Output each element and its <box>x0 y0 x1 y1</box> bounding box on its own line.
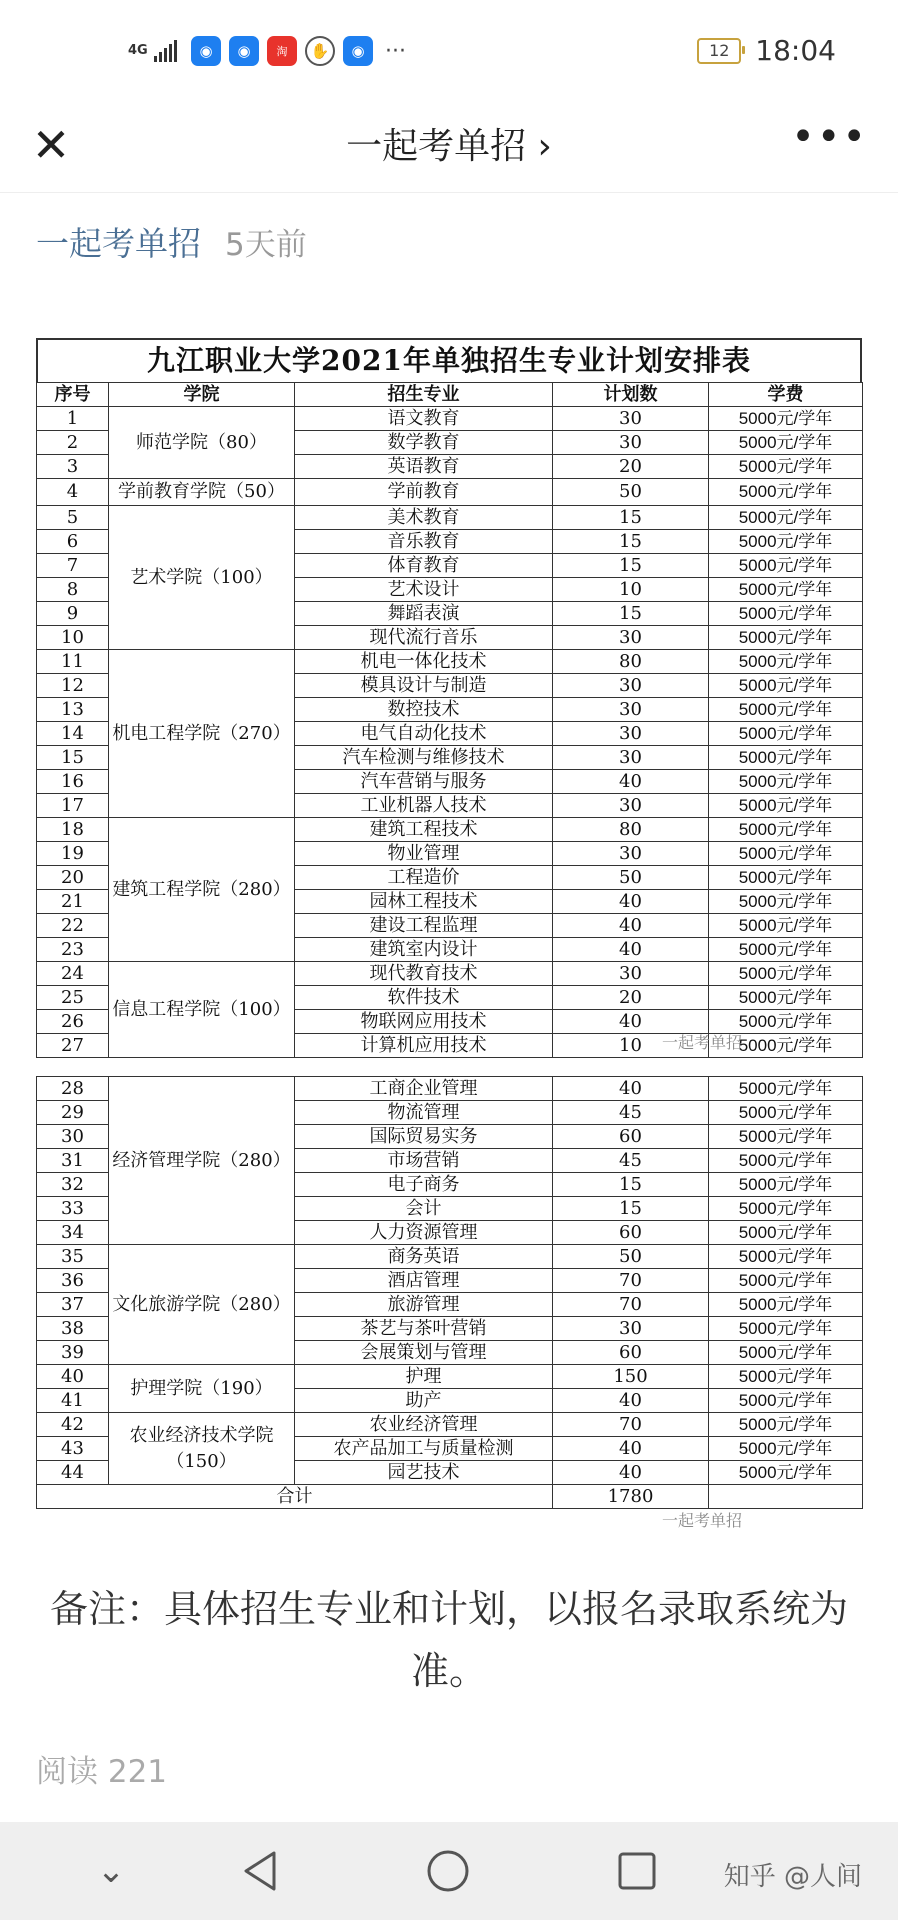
fee-cell: 5000元/学年 <box>709 1245 863 1269</box>
major-cell: 护理 <box>295 1365 553 1389</box>
major-cell: 会展策划与管理 <box>295 1341 553 1365</box>
quota-cell: 40 <box>553 1461 709 1485</box>
table-header: 学院 <box>109 383 295 407</box>
row-number: 22 <box>37 914 109 938</box>
major-cell: 酒店管理 <box>295 1269 553 1293</box>
quota-cell: 45 <box>553 1149 709 1173</box>
article-image[interactable] <box>36 338 862 1509</box>
quota-cell: 15 <box>553 530 709 554</box>
fee-cell: 5000元/学年 <box>709 431 863 455</box>
status-left <box>128 34 406 68</box>
major-cell: 建筑室内设计 <box>295 938 553 962</box>
major-cell: 助产 <box>295 1389 553 1413</box>
quota-cell: 40 <box>553 1389 709 1413</box>
home-button[interactable] <box>423 1846 473 1896</box>
wifi-app-icon: ◉ <box>229 36 259 66</box>
fee-cell: 5000元/学年 <box>709 1221 863 1245</box>
quota-cell: 15 <box>553 554 709 578</box>
fee-cell: 5000元/学年 <box>709 1173 863 1197</box>
row-number: 29 <box>37 1101 109 1125</box>
fee-cell: 5000元/学年 <box>709 1034 863 1058</box>
quota-cell: 40 <box>553 914 709 938</box>
home-circle-icon <box>425 1848 471 1894</box>
hand-app-icon: ✋ <box>305 36 335 66</box>
row-number: 16 <box>37 770 109 794</box>
major-cell: 物流管理 <box>295 1101 553 1125</box>
more-notifications-icon: ··· <box>385 38 406 64</box>
fee-cell: 5000元/学年 <box>709 455 863 479</box>
major-cell: 物业管理 <box>295 842 553 866</box>
fee-cell: 5000元/学年 <box>709 1413 863 1437</box>
major-cell: 旅游管理 <box>295 1293 553 1317</box>
quota-cell: 50 <box>553 1245 709 1269</box>
fee-cell: 5000元/学年 <box>709 578 863 602</box>
fee-cell: 5000元/学年 <box>709 1010 863 1034</box>
quota-cell: 40 <box>553 1077 709 1101</box>
close-icon: ✕ <box>31 118 71 172</box>
major-cell: 汽车营销与服务 <box>295 770 553 794</box>
fee-cell: 5000元/学年 <box>709 1149 863 1173</box>
row-number: 6 <box>37 530 109 554</box>
college-cell: 护理学院（190） <box>109 1365 295 1413</box>
network-type: 4G <box>128 43 148 58</box>
table-header: 学费 <box>709 383 863 407</box>
more-icon: ••• <box>791 114 868 160</box>
fee-cell: 5000元/学年 <box>709 1293 863 1317</box>
fee-cell: 5000元/学年 <box>709 1101 863 1125</box>
major-cell: 园林工程技术 <box>295 890 553 914</box>
watermark: 一起考单招 <box>662 1511 743 1530</box>
row-number: 3 <box>37 455 109 479</box>
chevron-down-icon: ⌄ <box>96 1851 126 1891</box>
college-cell: 机电工程学院（270） <box>109 650 295 818</box>
fee-cell: 5000元/学年 <box>709 1317 863 1341</box>
table-header: 计划数 <box>553 383 709 407</box>
quota-cell: 60 <box>553 1221 709 1245</box>
quota-cell: 30 <box>553 698 709 722</box>
row-number: 43 <box>37 1437 109 1461</box>
quota-cell: 70 <box>553 1293 709 1317</box>
fee-cell: 5000元/学年 <box>709 842 863 866</box>
back-triangle-icon <box>240 1849 280 1893</box>
major-cell: 工程造价 <box>295 866 553 890</box>
row-number: 23 <box>37 938 109 962</box>
fee-cell: 5000元/学年 <box>709 602 863 626</box>
row-number: 42 <box>37 1413 109 1437</box>
row-number: 15 <box>37 746 109 770</box>
quota-cell: 30 <box>553 674 709 698</box>
row-number: 19 <box>37 842 109 866</box>
row-number: 20 <box>37 866 109 890</box>
quota-cell: 30 <box>553 431 709 455</box>
row-number: 4 <box>37 479 109 506</box>
row-number: 25 <box>37 986 109 1010</box>
row-number: 17 <box>37 794 109 818</box>
quota-cell: 15 <box>553 1173 709 1197</box>
row-number: 24 <box>37 962 109 986</box>
row-number: 32 <box>37 1173 109 1197</box>
fee-cell: 5000元/学年 <box>709 554 863 578</box>
quota-cell: 30 <box>553 626 709 650</box>
major-cell: 现代教育技术 <box>295 962 553 986</box>
major-cell: 农产品加工与质量检测 <box>295 1437 553 1461</box>
major-cell: 商务英语 <box>295 1245 553 1269</box>
quota-cell: 40 <box>553 890 709 914</box>
quota-cell: 30 <box>553 407 709 431</box>
fee-cell: 5000元/学年 <box>709 1437 863 1461</box>
major-cell: 茶艺与茶叶营销 <box>295 1317 553 1341</box>
fee-cell: 5000元/学年 <box>709 1461 863 1485</box>
row-number: 9 <box>37 602 109 626</box>
fee-cell: 5000元/学年 <box>709 1077 863 1101</box>
college-cell: 师范学院（80） <box>109 407 295 479</box>
note-text: 备注：具体招生专业和计划，以报名录取系统为准。 <box>49 1587 848 1693</box>
row-number: 38 <box>37 1317 109 1341</box>
row-number: 14 <box>37 722 109 746</box>
fee-cell: 5000元/学年 <box>709 530 863 554</box>
row-number: 26 <box>37 1010 109 1034</box>
quota-cell: 20 <box>553 455 709 479</box>
row-number: 12 <box>37 674 109 698</box>
major-cell: 美术教育 <box>295 506 553 530</box>
row-number: 18 <box>37 818 109 842</box>
quota-cell: 40 <box>553 938 709 962</box>
quota-cell: 30 <box>553 722 709 746</box>
row-number: 31 <box>37 1149 109 1173</box>
fee-cell: 5000元/学年 <box>709 890 863 914</box>
quota-cell: 30 <box>553 842 709 866</box>
table-row <box>37 1077 863 1101</box>
quota-cell: 15 <box>553 602 709 626</box>
fee-cell: 5000元/学年 <box>709 506 863 530</box>
major-cell: 软件技术 <box>295 986 553 1010</box>
quota-cell: 10 <box>553 578 709 602</box>
college-cell: 艺术学院（100） <box>109 506 295 650</box>
row-number: 41 <box>37 1389 109 1413</box>
major-cell: 模具设计与制造 <box>295 674 553 698</box>
quota-cell: 50 <box>553 479 709 506</box>
quota-cell: 50 <box>553 866 709 890</box>
row-number: 10 <box>37 626 109 650</box>
fee-cell: 5000元/学年 <box>709 1341 863 1365</box>
row-number: 2 <box>37 431 109 455</box>
nav-bar <box>0 100 898 193</box>
plan-table-part2 <box>36 1076 863 1509</box>
row-number: 30 <box>37 1125 109 1149</box>
college-cell: 农业经济技术学院（150） <box>109 1413 295 1485</box>
table-row <box>37 1413 863 1437</box>
major-cell: 数学教育 <box>295 431 553 455</box>
page-title-text: 一起考单招 <box>346 126 527 167</box>
quota-cell: 20 <box>553 986 709 1010</box>
major-cell: 建设工程监理 <box>295 914 553 938</box>
college-cell: 信息工程学院（100） <box>109 962 295 1058</box>
total-value: 1780 <box>553 1485 709 1509</box>
signal-icon <box>154 40 177 62</box>
table-row <box>37 818 863 842</box>
college-cell: 学前教育学院（50） <box>109 479 295 506</box>
quota-cell: 30 <box>553 794 709 818</box>
row-number: 5 <box>37 506 109 530</box>
major-cell: 电子商务 <box>295 1173 553 1197</box>
fee-cell: 5000元/学年 <box>709 866 863 890</box>
row-number: 11 <box>37 650 109 674</box>
row-number: 40 <box>37 1365 109 1389</box>
collapse-button[interactable] <box>86 1846 136 1896</box>
quota-cell: 15 <box>553 506 709 530</box>
total-row <box>37 1485 863 1509</box>
major-cell: 园艺技术 <box>295 1461 553 1485</box>
wifi-app-icon: ◉ <box>343 36 373 66</box>
recents-button[interactable] <box>612 1846 662 1896</box>
fee-cell: 5000元/学年 <box>709 914 863 938</box>
major-cell: 英语教育 <box>295 455 553 479</box>
fee-cell: 5000元/学年 <box>709 938 863 962</box>
row-number: 21 <box>37 890 109 914</box>
quota-cell: 30 <box>553 1317 709 1341</box>
fee-cell: 5000元/学年 <box>709 479 863 506</box>
quota-cell: 10 <box>553 1034 709 1058</box>
page-title[interactable] <box>0 118 898 169</box>
fee-cell: 5000元/学年 <box>709 1365 863 1389</box>
plan-table-part1 <box>36 382 863 1058</box>
table-row <box>37 962 863 986</box>
fee-cell: 5000元/学年 <box>709 407 863 431</box>
fee-cell: 5000元/学年 <box>709 1269 863 1293</box>
fee-cell: 5000元/学年 <box>709 962 863 986</box>
quota-cell: 60 <box>553 1125 709 1149</box>
article-meta <box>36 218 307 265</box>
major-cell: 市场营销 <box>295 1149 553 1173</box>
status-bar <box>0 0 898 100</box>
major-cell: 学前教育 <box>295 479 553 506</box>
major-cell: 艺术设计 <box>295 578 553 602</box>
doc-title: 九江职业大学2021年单独招生专业计划安排表 <box>36 338 862 382</box>
publish-time: 5天前 <box>225 227 307 263</box>
fee-cell: 5000元/学年 <box>709 674 863 698</box>
table-row <box>37 506 863 530</box>
credit-text: 知乎 @人间 <box>723 1862 862 1892</box>
row-number: 35 <box>37 1245 109 1269</box>
quota-cell: 80 <box>553 650 709 674</box>
quota-cell: 30 <box>553 962 709 986</box>
major-cell: 舞蹈表演 <box>295 602 553 626</box>
quota-cell: 40 <box>553 1010 709 1034</box>
table-row <box>37 1245 863 1269</box>
battery-level: 12 <box>709 41 730 60</box>
quota-cell: 80 <box>553 818 709 842</box>
row-number: 28 <box>37 1077 109 1101</box>
row-number: 1 <box>37 407 109 431</box>
major-cell: 机电一体化技术 <box>295 650 553 674</box>
college-cell: 建筑工程学院（280） <box>109 818 295 962</box>
watermark: 一起考单招 <box>662 1033 743 1052</box>
clock: 18:04 <box>755 34 836 67</box>
table-row <box>37 1365 863 1389</box>
more-options-button[interactable] <box>791 114 868 160</box>
major-cell: 物联网应用技术 <box>295 1010 553 1034</box>
row-number: 44 <box>37 1461 109 1485</box>
system-nav-bar <box>0 1822 898 1920</box>
taobao-app-icon: 淘 <box>267 36 297 66</box>
row-number: 27 <box>37 1034 109 1058</box>
table-header-row <box>37 383 863 407</box>
college-cell: 经济管理学院（280） <box>109 1077 295 1245</box>
row-number: 37 <box>37 1293 109 1317</box>
major-cell: 会计 <box>295 1197 553 1221</box>
major-cell: 工商企业管理 <box>295 1077 553 1101</box>
major-cell: 人力资源管理 <box>295 1221 553 1245</box>
fee-cell: 5000元/学年 <box>709 1389 863 1413</box>
major-cell: 数控技术 <box>295 698 553 722</box>
major-cell: 计算机应用技术 <box>295 1034 553 1058</box>
major-cell: 农业经济管理 <box>295 1413 553 1437</box>
fee-cell: 5000元/学年 <box>709 746 863 770</box>
quota-cell: 70 <box>553 1269 709 1293</box>
quota-cell: 40 <box>553 1437 709 1461</box>
major-cell: 音乐教育 <box>295 530 553 554</box>
fee-cell: 5000元/学年 <box>709 722 863 746</box>
fee-cell: 5000元/学年 <box>709 794 863 818</box>
row-number: 13 <box>37 698 109 722</box>
battery-icon <box>697 38 741 64</box>
row-number: 7 <box>37 554 109 578</box>
fee-cell: 5000元/学年 <box>709 650 863 674</box>
major-cell: 汽车检测与维修技术 <box>295 746 553 770</box>
fee-cell: 5000元/学年 <box>709 770 863 794</box>
row-number: 33 <box>37 1197 109 1221</box>
table-header: 序号 <box>37 383 109 407</box>
quota-cell: 150 <box>553 1365 709 1389</box>
total-label: 合计 <box>37 1485 553 1509</box>
quota-cell: 60 <box>553 1341 709 1365</box>
row-number: 39 <box>37 1341 109 1365</box>
fee-cell: 5000元/学年 <box>709 818 863 842</box>
fee-cell: 5000元/学年 <box>709 1197 863 1221</box>
major-cell: 电气自动化技术 <box>295 722 553 746</box>
table-row <box>37 479 863 506</box>
row-number: 34 <box>37 1221 109 1245</box>
major-cell: 语文教育 <box>295 407 553 431</box>
back-button[interactable] <box>235 1846 285 1896</box>
wifi-app-icon: ◉ <box>191 36 221 66</box>
table-row <box>37 650 863 674</box>
quota-cell: 40 <box>553 770 709 794</box>
recents-square-icon <box>616 1850 658 1892</box>
quota-cell: 45 <box>553 1101 709 1125</box>
major-cell: 现代流行音乐 <box>295 626 553 650</box>
major-cell: 建筑工程技术 <box>295 818 553 842</box>
author-link[interactable]: 一起考单招 <box>36 224 201 263</box>
college-cell: 文化旅游学院（280） <box>109 1245 295 1365</box>
row-number: 36 <box>37 1269 109 1293</box>
row-number: 8 <box>37 578 109 602</box>
major-cell: 国际贸易实务 <box>295 1125 553 1149</box>
fee-cell: 5000元/学年 <box>709 698 863 722</box>
major-cell: 体育教育 <box>295 554 553 578</box>
fee-cell: 5000元/学年 <box>709 626 863 650</box>
quota-cell: 30 <box>553 746 709 770</box>
quota-cell: 15 <box>553 1197 709 1221</box>
fee-cell: 5000元/学年 <box>709 986 863 1010</box>
table-row <box>37 407 863 431</box>
chevron-right-icon: › <box>537 126 552 167</box>
read-count: 阅读 221 <box>36 1754 168 1790</box>
status-right <box>697 34 836 67</box>
major-cell: 工业机器人技术 <box>295 794 553 818</box>
table-header: 招生专业 <box>295 383 553 407</box>
quota-cell: 70 <box>553 1413 709 1437</box>
fee-cell: 5000元/学年 <box>709 1125 863 1149</box>
